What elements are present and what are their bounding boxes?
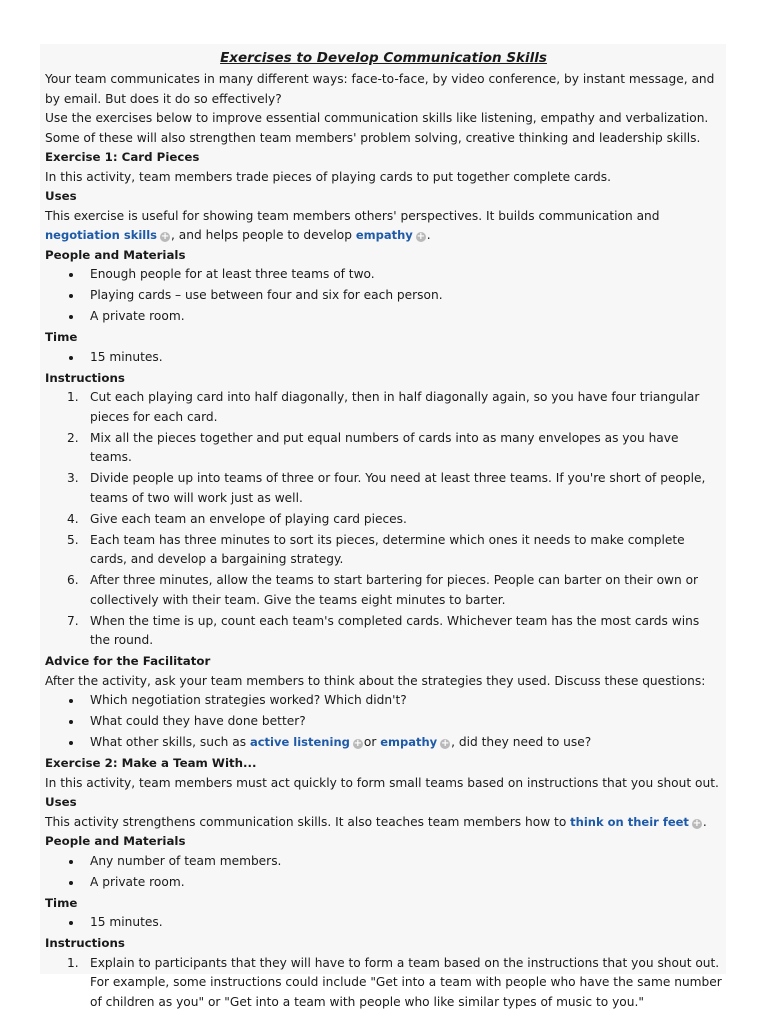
list-item — [45, 348, 722, 368]
plus-circle-icon[interactable]: + — [440, 738, 450, 749]
list-item-text: A private room. — [90, 309, 185, 323]
list-number: 2. — [67, 430, 79, 445]
list-item — [45, 954, 722, 1013]
time-list — [45, 913, 722, 933]
instructions-list — [45, 388, 722, 651]
list-item-text: Each team has three minutes to sort its pieces, determine which ones it needs to make complete cards, and develop a bargaining strategy. — [90, 532, 685, 566]
list-item — [45, 388, 722, 427]
empathy-link[interactable]: empathy — [355, 228, 413, 242]
uses-text: . — [426, 228, 431, 242]
section-heading: People and Materials — [45, 247, 186, 262]
uses-text: This exercise is useful for showing team members others' perspectives. It builds communication and — [45, 208, 660, 223]
list-item-text: Enough people for at least three teams of two. — [90, 267, 375, 281]
bullet-icon — [69, 881, 73, 885]
bullet-icon — [69, 741, 73, 745]
section-heading: Time — [45, 895, 78, 910]
section-heading: Instructions — [45, 936, 125, 950]
list-item — [45, 691, 722, 711]
section-heading: People and Materials — [45, 834, 186, 848]
advice-paragraph: After the activity, ask your team members to think about the strategies they used. Discuss these questions: — [45, 673, 706, 688]
section-heading: Advice for the Facilitator — [45, 654, 211, 668]
list-item — [45, 469, 722, 508]
list-item — [45, 913, 722, 933]
intro-paragraph: Use the exercises below to improve essential communication skills like listening, empathy and verbalization. Some of these will also strengthen team members' problem solving, creative thinking and leadership skills. — [45, 111, 709, 145]
uses-text: . — [702, 814, 707, 829]
section-heading: Uses — [45, 795, 77, 809]
document-page — [40, 44, 726, 1009]
empathy-link[interactable]: empathy — [380, 735, 438, 749]
plus-circle-icon[interactable]: + — [692, 817, 702, 829]
bullet-icon — [69, 294, 73, 298]
list-item-text: Which negotiation strategies worked? Which didn't? — [90, 693, 407, 707]
time-list — [45, 348, 722, 368]
uses-text: This activity strengthens communication skills. It also teaches team members how to — [45, 814, 571, 829]
section-heading: Instructions — [45, 370, 125, 385]
list-item-text: Playing cards – use between four and six for each person. — [90, 288, 443, 302]
uses-paragraph — [45, 207, 722, 246]
section-heading: Time — [45, 330, 78, 344]
list-item — [45, 531, 722, 570]
bullet-icon — [69, 860, 73, 864]
list-item-text: 15 minutes. — [90, 915, 163, 929]
active-listening-link[interactable]: active listening — [249, 735, 350, 749]
list-item — [45, 510, 722, 530]
list-item-text: Give each team an envelope of playing card pieces. — [90, 511, 407, 526]
list-item — [45, 712, 722, 732]
bullet-icon — [69, 921, 73, 925]
list-item — [45, 852, 722, 872]
exercise-heading: Exercise 2: Make a Team With... — [45, 756, 257, 770]
list-item — [45, 286, 722, 306]
exercise-heading: Exercise 1: Card Pieces — [45, 150, 200, 164]
questions-list — [45, 691, 722, 753]
list-item — [45, 265, 722, 285]
page-title: Exercises to Develop Communication Skills — [220, 50, 547, 66]
list-item-text: After three minutes, allow the teams to start bartering for pieces. People can barter on their own or collectively with their team. Give the teams eight minutes to barter. — [90, 573, 699, 607]
document-content — [40, 44, 726, 1012]
negotiation-skills-link[interactable]: negotiation skills — [45, 228, 158, 242]
exercise-description: In this activity, team members must act quickly to form small teams based on instructions that you shout out. — [45, 775, 719, 790]
plus-circle-icon[interactable]: + — [353, 738, 363, 749]
list-item-text: What other skills, such as — [90, 735, 250, 749]
list-number: 3. — [67, 471, 79, 485]
think-on-their-feet-link[interactable]: think on their feet — [570, 814, 689, 829]
list-item-text: or — [363, 735, 381, 749]
list-item-text: Cut each playing card into half diagonally, then in half diagonally again, so you have four triangular pieces for each card. — [90, 390, 700, 424]
list-number: 4. — [67, 511, 79, 526]
list-item-text: , did they need to use? — [451, 735, 592, 749]
list-item-text: 15 minutes. — [90, 349, 163, 364]
list-item — [45, 429, 722, 468]
people-list — [45, 852, 722, 893]
intro-paragraph: Your team communicates in many different ways: face-to-face, by video conference, by instant message, and by email. But does it do so effectively? — [45, 72, 715, 106]
list-item-text: A private room. — [90, 874, 185, 889]
list-item — [45, 571, 722, 610]
list-item — [45, 307, 722, 327]
people-list — [45, 265, 722, 327]
bullet-icon — [69, 699, 73, 703]
exercise-description: In this activity, team members trade pieces of playing cards to put together complete cards. — [45, 169, 611, 184]
bullet-icon — [69, 356, 73, 360]
list-item — [45, 873, 722, 893]
uses-paragraph — [45, 813, 722, 833]
list-item — [45, 612, 722, 651]
list-item-text: Explain to participants that they will have to form a team based on the instructions that you shout out. For example, some instructions could include "Get into a team with people who have the same number of children as you" or "Get into a team with people who like similar types of music to you." — [90, 955, 722, 1009]
list-number: 7. — [67, 613, 79, 628]
list-item-text: Mix all the pieces together and put equal numbers of cards into as many envelopes as you have teams. — [90, 430, 679, 464]
list-number: 6. — [67, 573, 79, 587]
instructions-list — [45, 954, 722, 1013]
list-number: 1. — [67, 955, 79, 970]
bullet-icon — [69, 273, 73, 277]
list-item-text: Any number of team members. — [90, 853, 282, 868]
list-item — [45, 733, 722, 753]
plus-circle-icon[interactable]: + — [416, 231, 425, 242]
list-item-text: When the time is up, count each team's completed cards. Whichever team has the most cards wins the round. — [90, 613, 700, 647]
list-item-text: What could they have done better? — [90, 714, 306, 728]
bullet-icon — [69, 315, 73, 319]
list-number: 5. — [67, 532, 79, 547]
list-number: 1. — [67, 390, 79, 404]
uses-text: , and helps people to develop — [171, 228, 356, 242]
bullet-icon — [69, 720, 73, 724]
list-item-text: Divide people up into teams of three or four. You need at least three teams. If you're short of people, teams of two will work just as well. — [90, 471, 706, 505]
section-heading: Uses — [45, 189, 77, 203]
plus-circle-icon[interactable]: + — [160, 231, 170, 242]
